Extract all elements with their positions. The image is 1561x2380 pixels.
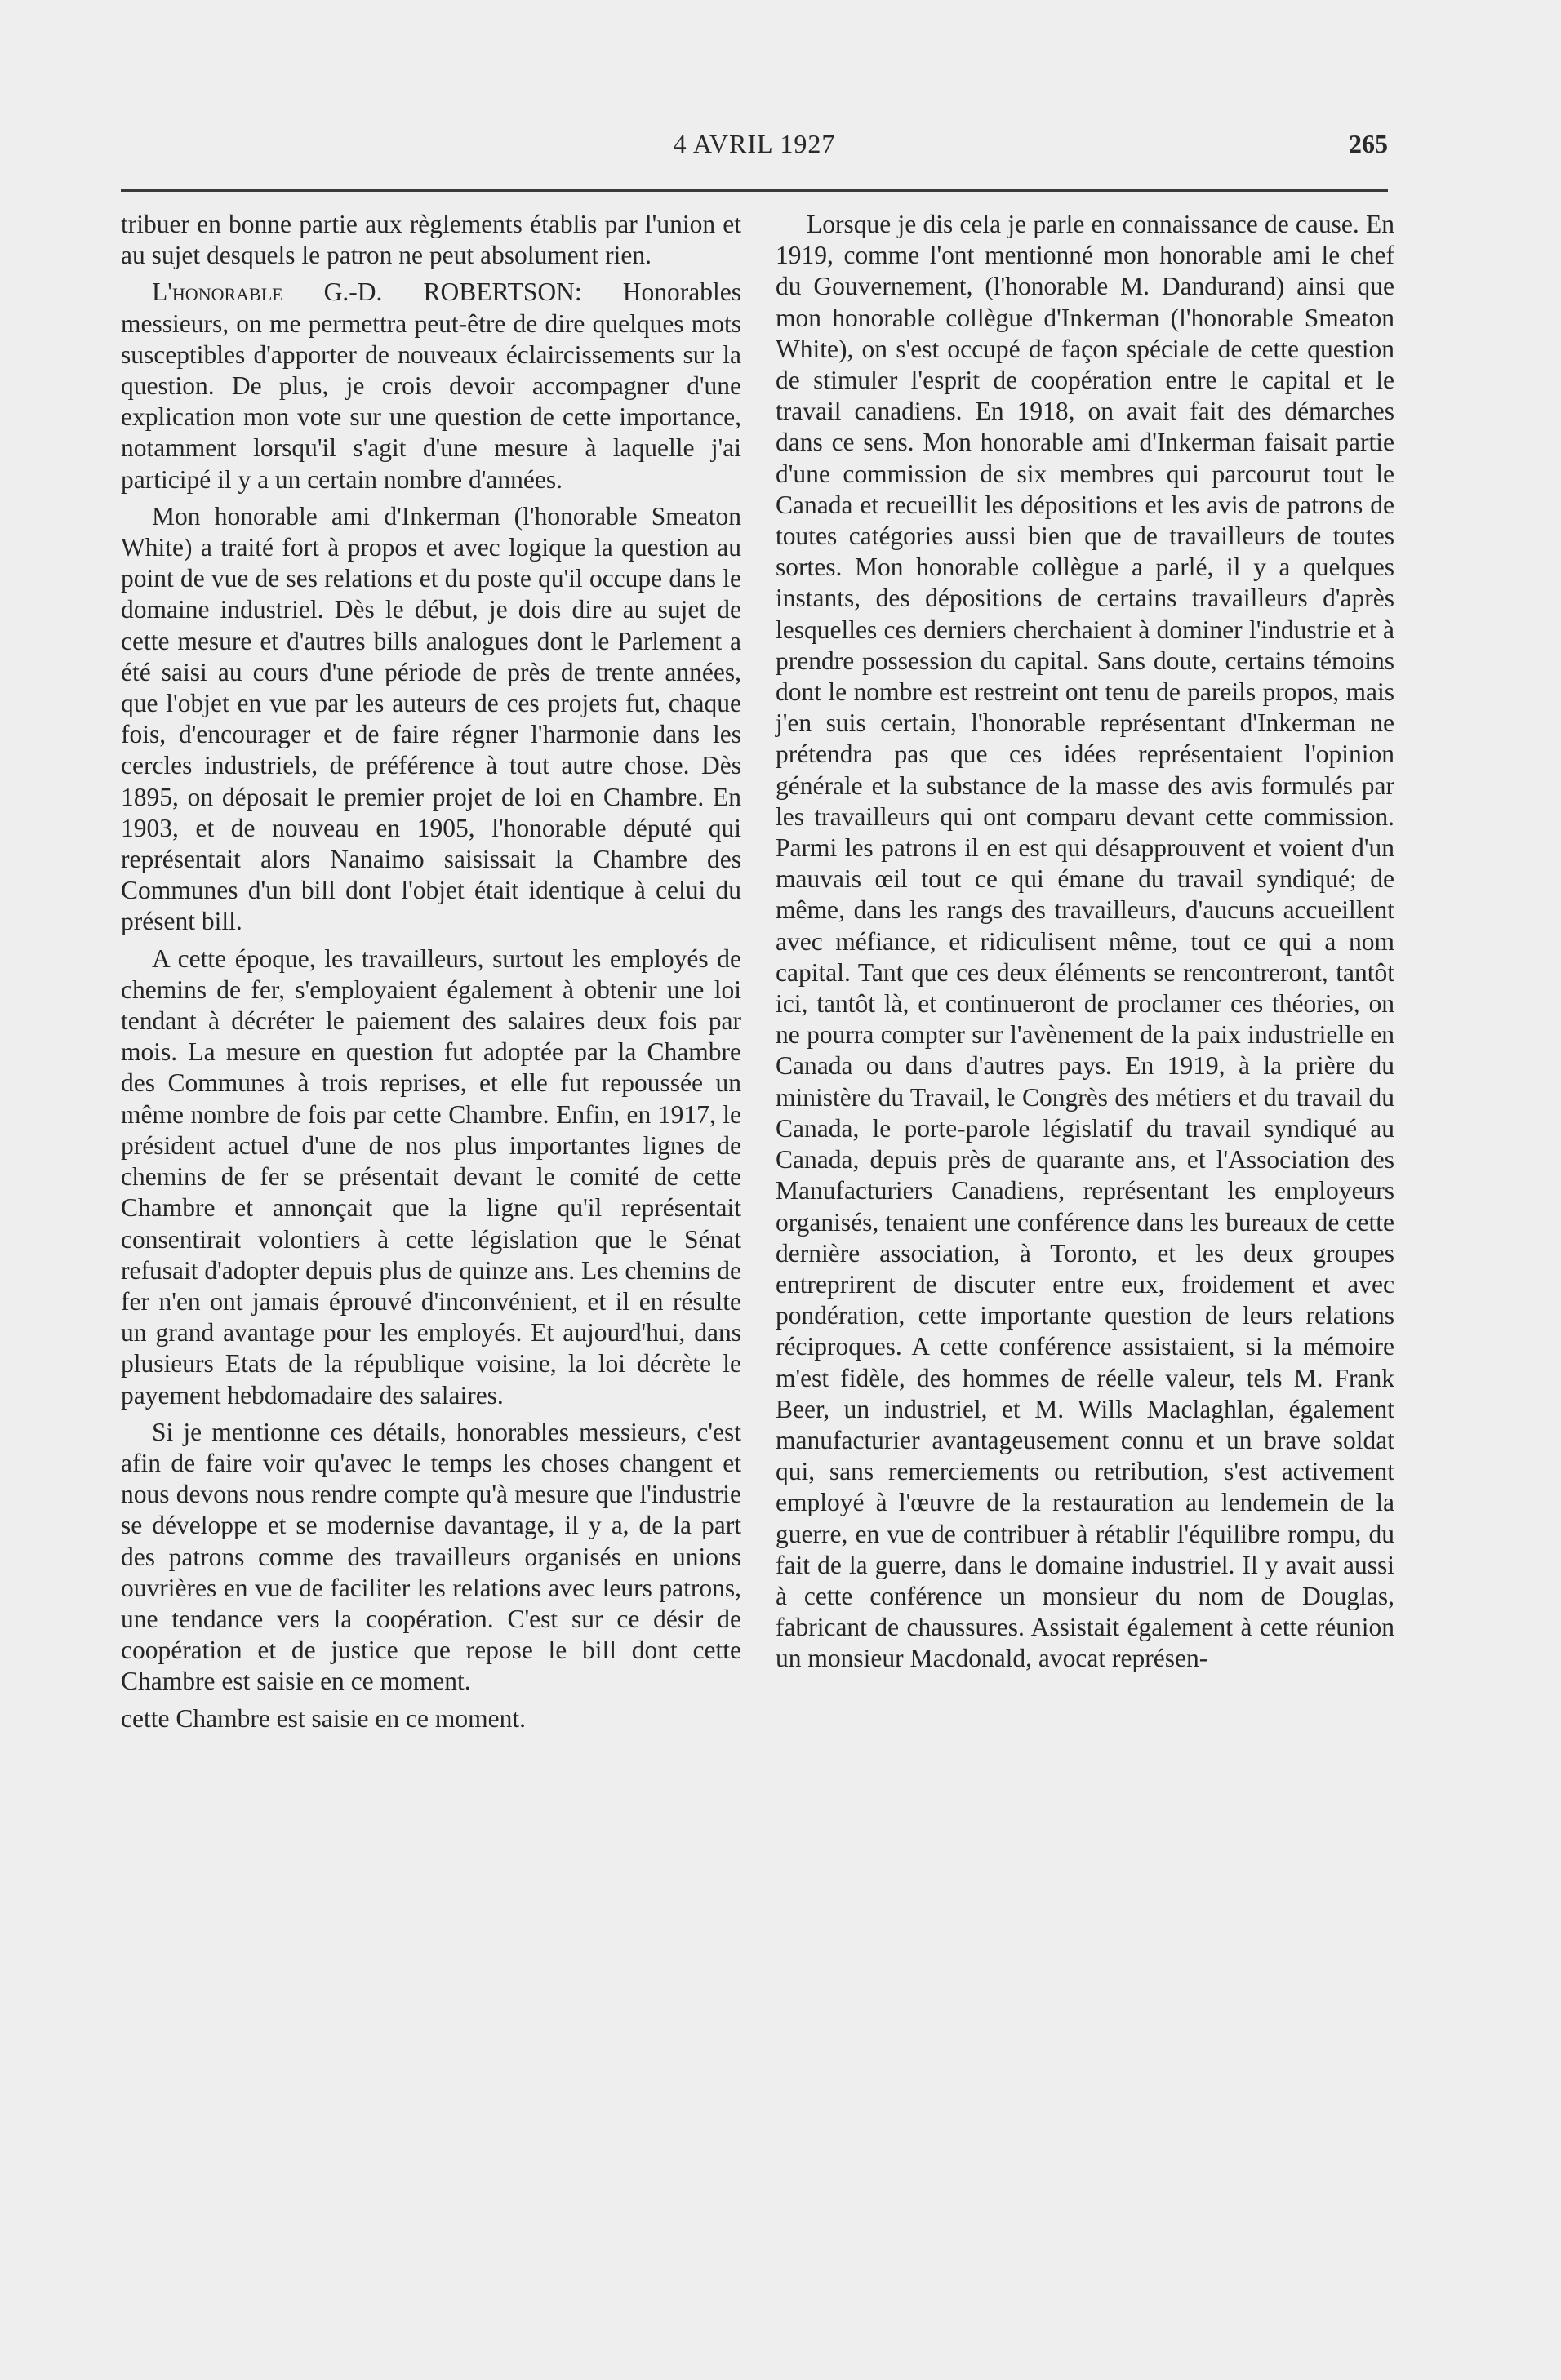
paragraph: Mon honorable ami d'Inkerman (l'honorable Smeaton White) a traité fort à propos et avec logique la question au point de vue de ses relations et du poste qu'il occupe dans le domaine industriel. Dès le début, je dois dire au sujet de cette mesure et d'autres bills analogues dont le Parlement a été saisi au cours d'une période de près de trente années, que l'objet en vue par les auteurs de ces projets fut, chaque fois, d'encourager et de faire régner l'harmonie dans les cercles industriels, de préférence à tout autre chose. Dès 1895, on déposait le premier projet de loi en Chambre. En 1903, et de nouveau en 1905, l'honorable député qui représentait alors Nanaimo saisissait la Chambre des Communes d'un bill dont l'objet était identique à celui du présent bill. bbox=[121, 501, 741, 936]
speech-text: Honorables messieurs, on me permettra peut-être de dire quelques mots susceptibles d'apporter de nouveaux éclaircissements sur la question. De plus, je crois devoir accompagner d'une explication mon vote sur une question de cette importance, notamment lorsqu'il s'agit d'une mesure à laquelle j'ai participé il y a un certain nombre d'années. bbox=[121, 278, 741, 494]
paragraph: Si je mentionne ces détails, honorables messieurs, c'est afin de faire voir qu'avec le temps les choses changent et nous devons nous rendre compte qu'à mesure que l'industrie se développe et se modernise davantage, il y a, de la part des patrons comme des travailleurs organisés en unions ouvrières en vue de faciliter les relations avec leurs patrons, une tendance vers la coopération. C'est sur ce désir de coopération et de justice que repose le bill dont cette Chambre est saisie en ce moment. bbox=[121, 1417, 741, 1696]
page-number: 265 bbox=[1349, 129, 1388, 158]
paragraph: cette Chambre est saisie en ce moment. bbox=[121, 1703, 526, 1733]
speaker-name: L'honorable G.-D. ROBERTSON: bbox=[152, 278, 582, 307]
header-date: 4 AVRIL 1927 bbox=[673, 129, 836, 158]
right-column bbox=[776, 209, 1394, 1681]
paragraph: tribuer en bonne partie aux règlements établis par l'union et au sujet desquels le patron ne peut absolument rien. bbox=[121, 210, 741, 270]
left-column bbox=[121, 209, 741, 1740]
paragraph: A cette époque, les travailleurs, surtout les employés de chemins de fer, s'employaient également à obtenir une loi tendant à décréter le paiement des salaires deux fois par mois. La mesure en question fut adoptée par la Chambre des Communes à trois reprises, et elle fut repoussée un même nombre de fois par cette Chambre. Enfin, en 1917, le président actuel d'une de nos plus importantes lignes de chemins de fer se présentait devant le comité de cette Chambre et annonçait que la ligne qu'il représentait consentirait volontiers à cette législation que le Sénat refusait d'adopter depuis plus de quinze ans. Les chemins de fer n'en ont jamais éprouvé d'inconvénient, et il en résulte un grand avantage pour les employés. Et aujourd'hui, dans plusieurs Etats de la république voisine, la loi décrète le payement hebdomadaire des salaires. bbox=[121, 944, 741, 1410]
running-head bbox=[121, 129, 1388, 170]
paragraph-speech bbox=[121, 277, 741, 495]
header-rule bbox=[121, 189, 1388, 192]
paragraph: Lorsque je dis cela je parle en connaissance de cause. En 1919, comme l'ont mentionné mon honorable ami le chef du Gouvernement, (l'honorable M. Dandurand) ainsi que mon honorable collègue d'Inkerman (l'honorable Smeaton White), on s'est occupé de façon spéciale de cette question de stimuler l'esprit de coopération entre le capital et le travail canadiens. En 1918, on avait fait des démarches dans ce sens. Mon honorable ami d'Inkerman faisait partie d'une commission de six membres qui parcourut tout le Canada et recueillit les dépositions et les avis de patrons de toutes catégories aussi bien que de travailleurs de toutes sortes. Mon honorable collègue a parlé, il y a quelques instants, des dépositions de certains travailleurs d'après lesquelles ces derniers cherchaient à dominer l'industrie et à prendre possession du capital. Sans doute, certains témoins dont le nombre est restreint ont tenu de pareils propos, mais j'en suis certain, l'honorable représentant d'Inkerman ne prétendra pas que ces idées représentaient l'opinion générale et la substance de la masse des avis formulés par les travailleurs qui ont comparu devant cette commission. Parmi les patrons il en est qui désapprouvent et voient d'un mauvais œil tout ce qui émane du travail syndiqué; de même, dans les rangs des travailleurs, d'aucuns accueillent avec méfiance, et ridiculisent même, tout ce qui a nom capital. Tant que ces deux éléments se rencontreront, tantôt ici, tantôt là, et continueront de proclamer ces théories, on ne pourra compter sur l'avènement de la paix industrielle en Canada ou dans d'autres pays. En 1919, à la prière du ministère du Travail, le Congrès des métiers et du travail du Canada, le porte-parole législatif du travail syndiqué au Canada, depuis près de quarante ans, et l'Association des Manufacturiers Canadiens, représentant les employeurs organisés, tenaient une conférence dans les bureaux de cette dernière association, à Toronto, et les deux groupes entreprirent de discuter entre eux, froidement et avec pondération, cette importante question de leurs relations réciproques. A cette conférence assistaient, si la mémoire m'est fidèle, des hommes de réelle valeur, tels M. Frank Beer, un industriel, et M. Wills Maclaghlan, également manufacturier avantageusement connu et un brave soldat qui, sans remerciements ou retribution, s'est activement employé à l'œuvre de la restauration au lendemein de la guerre, en vue de contribuer à rétablir l'équilibre rompu, du fait de la guerre, dans le domaine industriel. Il y avait aussi à cette conférence un monsieur du nom de Douglas, fabricant de chaussures. Assistait également à cette réunion un monsieur Macdonald, avocat représen- bbox=[776, 210, 1394, 1673]
